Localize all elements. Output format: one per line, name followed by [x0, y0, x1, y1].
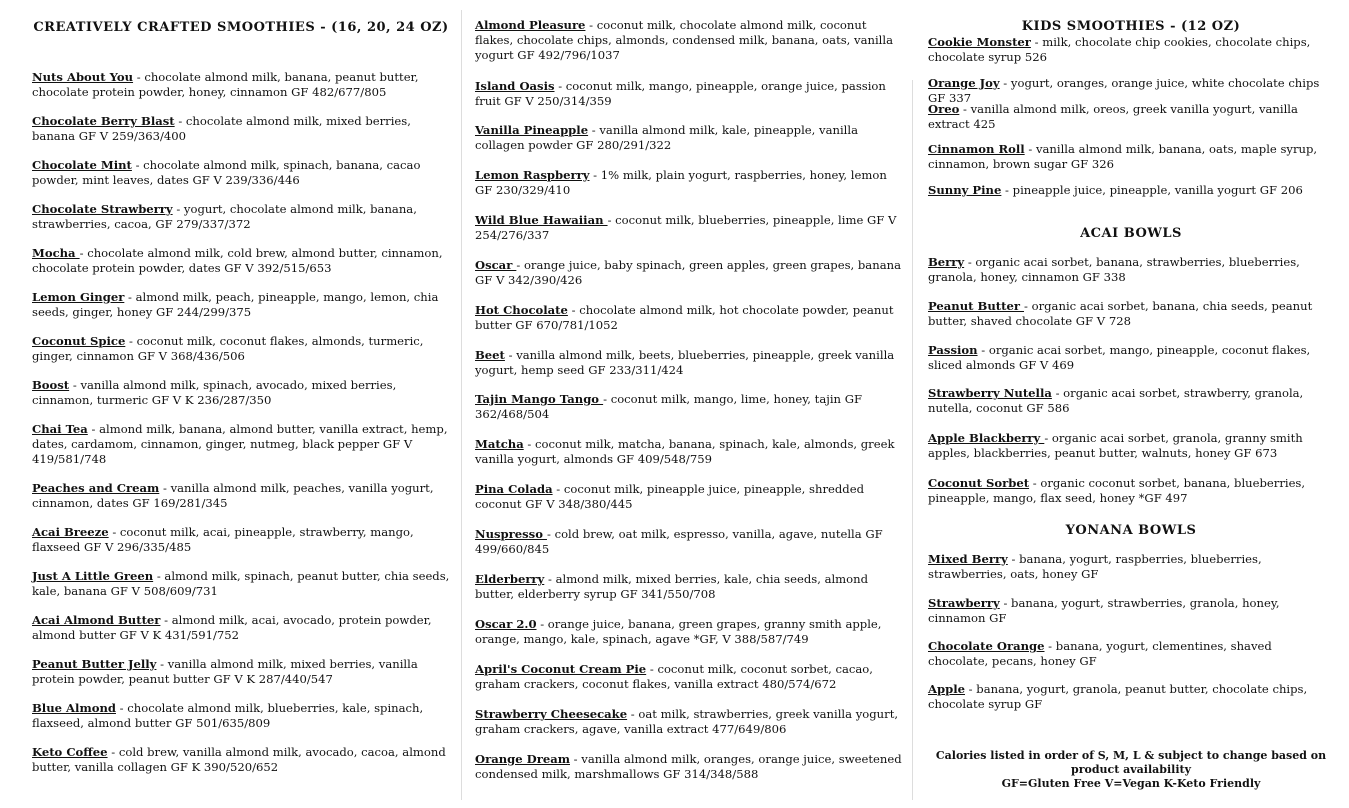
menu-item-name: Nuts About You: [32, 70, 134, 84]
menu-item-name: Peaches and Cream: [32, 481, 160, 495]
menu-item: [475, 617, 903, 647]
menu-item-description: - coconut milk, pineapple juice, pineapple, shredded coconut GF V 348/380/445: [475, 482, 864, 511]
menu-item-description: - organic acai sorbet, granola, granny smith apples, blackberries, peanut butter, walnuts, honey GF 673: [928, 431, 1303, 460]
menu-item-description: - almond milk, peach, pineapple, mango, lemon, chia seeds, ginger, honey GF 244/299/375: [32, 290, 439, 319]
menu-item: [928, 596, 1334, 626]
menu-item: [475, 348, 903, 378]
menu-item-name: Apple Blackberry: [928, 431, 1045, 445]
menu-item-name: Passion: [928, 343, 978, 357]
menu-item-name: Keto Coffee: [32, 745, 108, 759]
menu-item: [928, 102, 1334, 132]
menu-item-description: - banana, yogurt, raspberries, blueberries, strawberries, oats, honey GF: [928, 552, 1262, 581]
menu-item: [928, 255, 1334, 285]
menu-item-description: - yogurt, oranges, orange juice, white chocolate chips GF 337: [928, 76, 1320, 105]
section-title-yonana-bowls: YONANA BOWLS: [1065, 523, 1197, 538]
menu-item-name: Chai Tea: [32, 422, 88, 436]
menu-item: [475, 482, 903, 512]
menu-item-description: - coconut milk, coconut flakes, almonds, turmeric, ginger, cinnamon GF V 368/436/506: [32, 334, 424, 363]
menu-item-description: - coconut milk, mango, pineapple, orange juice, passion fruit GF V 250/314/359: [475, 79, 886, 108]
menu-item-name: Orange Dream: [475, 752, 570, 766]
menu-item: [928, 299, 1334, 329]
menu-item-description: - pineapple juice, pineapple, vanilla yogurt GF 206: [1001, 183, 1303, 197]
menu-item-description: - vanilla almond milk, spinach, avocado, mixed berries, cinnamon, turmeric GF V K 236/287/350: [32, 378, 397, 407]
menu-item-name: Acai Almond Butter: [32, 613, 161, 627]
menu-item: [32, 378, 450, 408]
menu-item-description: - orange juice, banana, green grapes, granny smith apple, orange, mango, kale, spinach, agave *GF, V 388/587/749: [475, 617, 882, 646]
menu-item-description: - almond milk, spinach, peanut butter, chia seeds, kale, banana GF V 508/609/731: [32, 569, 450, 598]
menu-item: [928, 343, 1334, 373]
menu-item: [32, 613, 450, 643]
menu-item-name: Matcha: [475, 437, 524, 451]
menu-item: [475, 527, 903, 557]
menu-item-name: Oscar 2.0: [475, 617, 537, 631]
menu-item-description: - coconut milk, chocolate almond milk, coconut flakes, chocolate chips, almonds, condensed milk, banana, oats, vanilla yogurt GF 492/796/1037: [475, 18, 894, 62]
menu-item-description: - coconut milk, matcha, banana, spinach, kale, almonds, greek vanilla yogurt, almonds GF 409/548/759: [475, 437, 895, 466]
section-title-kids-smoothies: KIDS SMOOTHIES - (12 OZ): [1021, 19, 1241, 34]
menu-item-description: - orange juice, baby spinach, green apples, green grapes, banana GF V 342/390/426: [475, 258, 901, 287]
menu-item-name: Boost: [32, 378, 70, 392]
menu-item-name: Cookie Monster: [928, 35, 1031, 49]
menu-item-name: Chocolate Berry Blast: [32, 114, 175, 128]
menu-item: [475, 752, 903, 782]
menu-item: [32, 334, 450, 364]
menu-item: [32, 158, 450, 188]
menu-item-name: Tajin Mango Tango: [475, 392, 604, 406]
footer-legend: GF=Gluten Free V=Vegan K-Keto Friendly: [1001, 777, 1261, 790]
section-title-creatively-crafted: CREATIVELY CRAFTED SMOOTHIES - (16, 20, 24 OZ): [33, 20, 449, 35]
menu-item-name: April's Coconut Cream Pie: [475, 662, 647, 676]
menu-item-name: Acai Breeze: [32, 525, 109, 539]
menu-item: [32, 481, 450, 511]
menu-item-description: - chocolate almond milk, mixed berries, banana GF V 259/363/400: [32, 114, 411, 143]
menu-item: [475, 213, 903, 243]
menu-item-description: - banana, yogurt, clementines, shaved chocolate, pecans, honey GF: [928, 639, 1272, 668]
menu-item-name: Chocolate Strawberry: [32, 202, 173, 216]
menu-item-description: - almond milk, acai, avocado, protein powder, almond butter GF V K 431/591/752: [32, 613, 432, 642]
menu-item-description: - vanilla almond milk, mixed berries, vanilla protein powder, peanut butter GF V K 287/440/547: [32, 657, 418, 686]
menu-item: [475, 707, 903, 737]
menu-item-name: Oscar: [475, 258, 517, 272]
menu-item-description: - almond milk, mixed berries, kale, chia seeds, almond butter, elderberry syrup GF 341/550/708: [475, 572, 869, 601]
menu-item: [475, 392, 903, 422]
menu-item-description: - vanilla almond milk, beets, blueberries, pineapple, greek vanilla yogurt, hemp seed GF 233/311/424: [475, 348, 895, 377]
menu-item: [475, 168, 903, 198]
menu-item-description: - 1% milk, plain yogurt, raspberries, honey, lemon GF 230/329/410: [475, 168, 887, 197]
menu-item-description: - vanilla almond milk, oreos, greek vanilla yogurt, vanilla extract 425: [928, 102, 1298, 131]
menu-item-description: - almond milk, banana, almond butter, vanilla extract, hemp, dates, cardamom, cinnamon, ginger, nutmeg, black pepper GF V 419/581/748: [32, 422, 448, 466]
menu-item: [475, 437, 903, 467]
menu-item: [928, 183, 1334, 198]
menu-item: [475, 662, 903, 692]
menu-item-name: Elderberry: [475, 572, 545, 586]
menu-item-name: Sunny Pine: [928, 183, 1002, 197]
menu-item: [32, 70, 450, 100]
menu-item-name: Oreo: [928, 102, 960, 116]
menu-item-name: Pina Colada: [475, 482, 553, 496]
menu-item-description: - coconut milk, blueberries, pineapple, lime GF V 254/276/337: [475, 213, 897, 242]
menu-item: [475, 572, 903, 602]
menu-item: [928, 431, 1334, 461]
menu-item: [928, 476, 1334, 506]
footer-calorie-note: Calories listed in order of S, M, L & subject to change based on product availability: [935, 749, 1327, 776]
menu-item-name: Strawberry: [928, 596, 1000, 610]
menu-item-name: Island Oasis: [475, 79, 555, 93]
menu-item-description: - vanilla almond milk, banana, oats, maple syrup, cinnamon, brown sugar GF 326: [928, 142, 1318, 171]
menu-item: [928, 142, 1334, 172]
menu-footer: [928, 749, 1334, 791]
menu-item-description: - oat milk, strawberries, greek vanilla yogurt, graham crackers, agave, vanilla extract 477/649/806: [475, 707, 899, 736]
menu-item-name: Chocolate Mint: [32, 158, 132, 172]
menu-item-name: Lemon Raspberry: [475, 168, 590, 182]
menu-item-description: - chocolate almond milk, hot chocolate powder, peanut butter GF 670/781/1052: [475, 303, 894, 332]
menu-item-name: Strawberry Cheesecake: [475, 707, 628, 721]
menu-item: [32, 202, 450, 232]
menu-item: [32, 114, 450, 144]
menu-item-name: Apple: [928, 682, 965, 696]
menu-item-description: - organic acai sorbet, mango, pineapple, coconut flakes, sliced almonds GF V 469: [928, 343, 1311, 372]
menu-item: [475, 18, 903, 63]
menu-item: [475, 79, 903, 109]
menu-item-description: - banana, yogurt, strawberries, granola, honey, cinnamon GF: [928, 596, 1280, 625]
menu-item-name: Coconut Sorbet: [928, 476, 1030, 490]
menu-item: [32, 657, 450, 687]
menu-item-description: - yogurt, chocolate almond milk, banana, strawberries, cacoa, GF 279/337/372: [32, 202, 417, 231]
menu-item-description: - organic acai sorbet, banana, chia seeds, peanut butter, shaved chocolate GF V 728: [928, 299, 1313, 328]
menu-item-description: - coconut milk, coconut sorbet, cacao, graham crackers, coconut flakes, vanilla extract 480/574/672: [475, 662, 873, 691]
menu-item-name: Almond Pleasure: [475, 18, 586, 32]
menu-item-description: - vanilla almond milk, oranges, orange juice, sweetened condensed milk, marshmallows GF 314/348/588: [475, 752, 902, 781]
menu-item-description: - chocolate almond milk, cold brew, almond butter, cinnamon, chocolate protein powder, dates GF V 392/515/653: [32, 246, 443, 275]
menu-item-description: - coconut milk, mango, lime, honey, tajin GF 362/468/504: [475, 392, 862, 421]
menu-item-description: - organic acai sorbet, banana, strawberries, blueberries, granola, honey, cinnamon GF 338: [928, 255, 1300, 284]
menu-item-name: Just A Little Green: [32, 569, 154, 583]
menu-item-description: - cold brew, oat milk, espresso, vanilla, agave, nutella GF 499/660/845: [475, 527, 883, 556]
menu-item-name: Blue Almond: [32, 701, 116, 715]
menu-item-name: Coconut Spice: [32, 334, 126, 348]
menu-item-name: Orange Joy: [928, 76, 1000, 90]
menu-item: [475, 123, 903, 153]
menu-item-description: - organic coconut sorbet, banana, blueberries, pineapple, mango, flax seed, honey *GF 497: [928, 476, 1306, 505]
menu-item-name: Hot Chocolate: [475, 303, 568, 317]
menu-item-description: - organic acai sorbet, strawberry, granola, nutella, coconut GF 586: [928, 386, 1304, 415]
menu-item-name: Vanilla Pineapple: [475, 123, 589, 137]
menu-item-description: - banana, yogurt, granola, peanut butter, chocolate chips, chocolate syrup GF: [928, 682, 1308, 711]
menu-item-description: - chocolate almond milk, spinach, banana, cacao powder, mint leaves, dates GF V 239/336/446: [32, 158, 421, 187]
menu-item: [32, 422, 450, 467]
section-title-acai-bowls: ACAI BOWLS: [1080, 226, 1182, 241]
menu-item-name: Chocolate Orange: [928, 639, 1045, 653]
menu-item: [928, 386, 1334, 416]
menu-item-name: Wild Blue Hawaiian: [475, 213, 608, 227]
menu-item-description: - vanilla almond milk, kale, pineapple, vanilla collagen powder GF 280/291/322: [475, 123, 858, 152]
menu-item-description: - cold brew, vanilla almond milk, avocado, cacoa, almond butter, vanilla collagen GF K 390/520/652: [32, 745, 446, 774]
menu-item-description: - chocolate almond milk, blueberries, kale, spinach, flaxseed, almond butter GF 501/635/809: [32, 701, 424, 730]
menu-item-name: Berry: [928, 255, 965, 269]
menu-item: [928, 682, 1334, 712]
menu-item: [475, 258, 903, 288]
menu-item-name: Lemon Ginger: [32, 290, 125, 304]
menu-item: [32, 290, 450, 320]
menu-item-name: Peanut Butter: [928, 299, 1025, 313]
menu-item: [475, 303, 903, 333]
menu-item: [32, 246, 450, 276]
menu-item-name: Nuspresso: [475, 527, 547, 541]
menu-item-name: Peanut Butter Jelly: [32, 657, 157, 671]
menu-item-description: - vanilla almond milk, peaches, vanilla yogurt, cinnamon, dates GF 169/281/345: [32, 481, 434, 510]
menu-item: [928, 639, 1334, 669]
menu-item: [32, 701, 450, 731]
menu-item: [928, 552, 1334, 582]
column-divider-right: [912, 80, 913, 800]
menu-item-description: - chocolate almond milk, banana, peanut butter, chocolate protein powder, honey, cinnamon GF 482/677/805: [32, 70, 419, 99]
menu-item: [32, 569, 450, 599]
menu-item-description: - milk, chocolate chip cookies, chocolate chips, chocolate syrup 526: [928, 35, 1311, 64]
menu-item: [32, 745, 450, 775]
menu-item-name: Beet: [475, 348, 505, 362]
menu-item: [32, 525, 450, 555]
menu-item-name: Cinnamon Roll: [928, 142, 1025, 156]
menu-item-description: - coconut milk, acai, pineapple, strawberry, mango, flaxseed GF V 296/335/485: [32, 525, 414, 554]
column-divider-left: [461, 10, 462, 800]
menu-item: [928, 35, 1334, 65]
menu-item-name: Mixed Berry: [928, 552, 1008, 566]
menu-item-name: Mocha: [32, 246, 80, 260]
menu-item-name: Strawberry Nutella: [928, 386, 1052, 400]
